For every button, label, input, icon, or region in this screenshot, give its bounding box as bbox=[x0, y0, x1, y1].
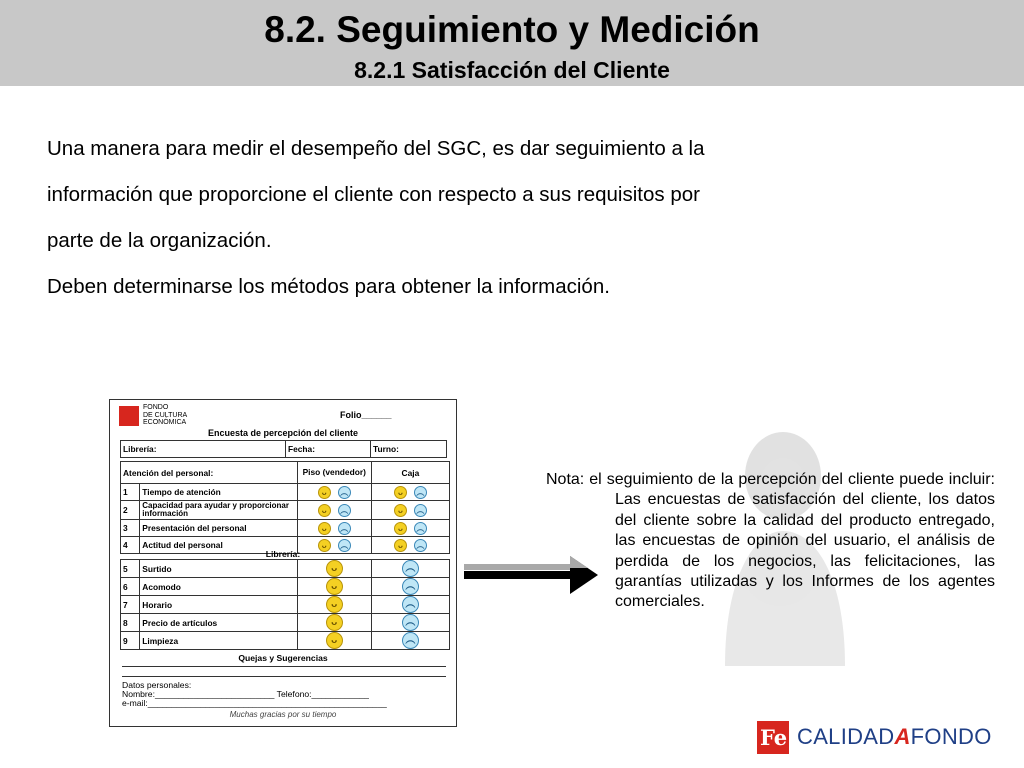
sad-face-icon: ︵ bbox=[414, 504, 427, 517]
happy-face-icon: ᴗ bbox=[394, 522, 407, 535]
happy-face-icon: ᴗ bbox=[394, 504, 407, 517]
body-line-1: Una manera para medir el desempeño del SGC, es dar seguimiento a la bbox=[47, 137, 705, 160]
happy-face-icon: ᴗ bbox=[318, 504, 331, 517]
slide-subtitle: 8.2.1 Satisfacción del Cliente bbox=[354, 57, 670, 83]
libreria-section-header: Librería: bbox=[265, 549, 301, 559]
row-number: 9 bbox=[121, 632, 140, 650]
body-text bbox=[47, 126, 927, 310]
happy-face-icon: ᴗ bbox=[326, 596, 343, 613]
happy-face-icon: ᴗ bbox=[394, 486, 407, 499]
slide-header bbox=[0, 0, 1024, 86]
row-number: 3 bbox=[121, 520, 140, 537]
body-line-3: parte de la organización. bbox=[47, 229, 272, 252]
row-label: Actitud del personal bbox=[140, 537, 297, 554]
atencion-header: Atención del personal: bbox=[121, 462, 298, 484]
survey-turno-field: Turno: bbox=[371, 441, 447, 458]
quejas-section-header: Quejas y Sugerencias bbox=[238, 653, 328, 663]
row-label: Tiempo de atención bbox=[140, 484, 297, 501]
sad-face-icon: ︵ bbox=[402, 560, 419, 577]
row-number: 6 bbox=[121, 578, 140, 596]
fce-logo-icon: Fe bbox=[757, 721, 789, 754]
happy-face-icon: ᴗ bbox=[318, 486, 331, 499]
piso-header: Piso (vendedor) bbox=[297, 462, 371, 484]
quejas-line bbox=[122, 666, 446, 667]
happy-face-icon: ᴗ bbox=[318, 539, 331, 552]
datos-personales: Datos personales: bbox=[122, 680, 192, 690]
body-line-2: información que proporcione el cliente con respecto a sus requisitos por bbox=[47, 183, 700, 206]
survey-atencion-table bbox=[120, 461, 450, 554]
row-number: 8 bbox=[121, 614, 140, 632]
row-number: 1 bbox=[121, 484, 140, 501]
survey-fecha-field: Fecha: bbox=[286, 441, 371, 458]
fce-logo-text: FONDO DE CULTURA ECONÓMICA bbox=[143, 404, 188, 426]
body-line-4: Deben determinarse los métodos para obtener la información. bbox=[47, 275, 610, 298]
row-label: Surtido bbox=[140, 560, 297, 578]
sad-face-icon: ︵ bbox=[414, 539, 427, 552]
row-number: 2 bbox=[121, 501, 140, 520]
sad-face-icon: ︵ bbox=[338, 539, 351, 552]
survey-libreria-table bbox=[120, 559, 450, 650]
survey-libreria-field: Librería: bbox=[121, 441, 286, 458]
sad-face-icon: ︵ bbox=[402, 578, 419, 595]
sad-face-icon: ︵ bbox=[414, 522, 427, 535]
sad-face-icon: ︵ bbox=[402, 632, 419, 649]
quejas-line bbox=[122, 676, 446, 677]
sad-face-icon: ︵ bbox=[414, 486, 427, 499]
slide-title: 8.2. Seguimiento y Medición bbox=[264, 9, 760, 50]
row-label: Horario bbox=[140, 596, 297, 614]
sad-face-icon: ︵ bbox=[402, 614, 419, 631]
sad-face-icon: ︵ bbox=[338, 504, 351, 517]
sad-face-icon: ︵ bbox=[338, 522, 351, 535]
row-label: Precio de artículos bbox=[140, 614, 297, 632]
calidad-fondo-logo bbox=[757, 718, 1007, 758]
survey-thanks: Muchas gracias por su tiempo bbox=[229, 710, 337, 719]
survey-folio: Folio______ bbox=[340, 410, 392, 420]
row-number: 5 bbox=[121, 560, 140, 578]
survey-form-image bbox=[109, 399, 457, 727]
sad-face-icon: ︵ bbox=[338, 486, 351, 499]
nombre-field: Nombre:_________________________ Telefono:____________ bbox=[122, 689, 369, 699]
sad-face-icon: ︵ bbox=[402, 596, 419, 613]
row-label: Acomodo bbox=[140, 578, 297, 596]
happy-face-icon: ᴗ bbox=[326, 632, 343, 649]
survey-title: Encuesta de percepción del cliente bbox=[207, 428, 359, 438]
row-number: 4 bbox=[121, 537, 140, 554]
brand-wordmark: CALIDADAFONDO bbox=[797, 724, 992, 749]
caja-header: Caja bbox=[371, 462, 449, 484]
row-number: 7 bbox=[121, 596, 140, 614]
row-label: Limpieza bbox=[140, 632, 297, 650]
happy-face-icon: ᴗ bbox=[326, 578, 343, 595]
survey-header-table bbox=[120, 440, 447, 458]
fce-logo-icon bbox=[119, 406, 139, 426]
happy-face-icon: ᴗ bbox=[318, 522, 331, 535]
happy-face-icon: ᴗ bbox=[326, 560, 343, 577]
row-label: Capacidad para ayudar y proporcionar información bbox=[140, 501, 297, 520]
email-field: e-mail:__________________________________________________ bbox=[122, 698, 387, 708]
happy-face-icon: ᴗ bbox=[394, 539, 407, 552]
happy-face-icon: ᴗ bbox=[326, 614, 343, 631]
note-text: Nota: el seguimiento de la percepción del cliente puede incluir: Las encuestas de satisfacción del cliente, los datos del cliente sobre la calidad del producto entregado, las encuestas de opinión del usuario, el análisis de perdida de los negocios, las felicitaciones, las garantías utilizadas y los Informes de los agentes comerciales. bbox=[546, 471, 995, 611]
row-label: Presentación del personal bbox=[140, 520, 297, 537]
